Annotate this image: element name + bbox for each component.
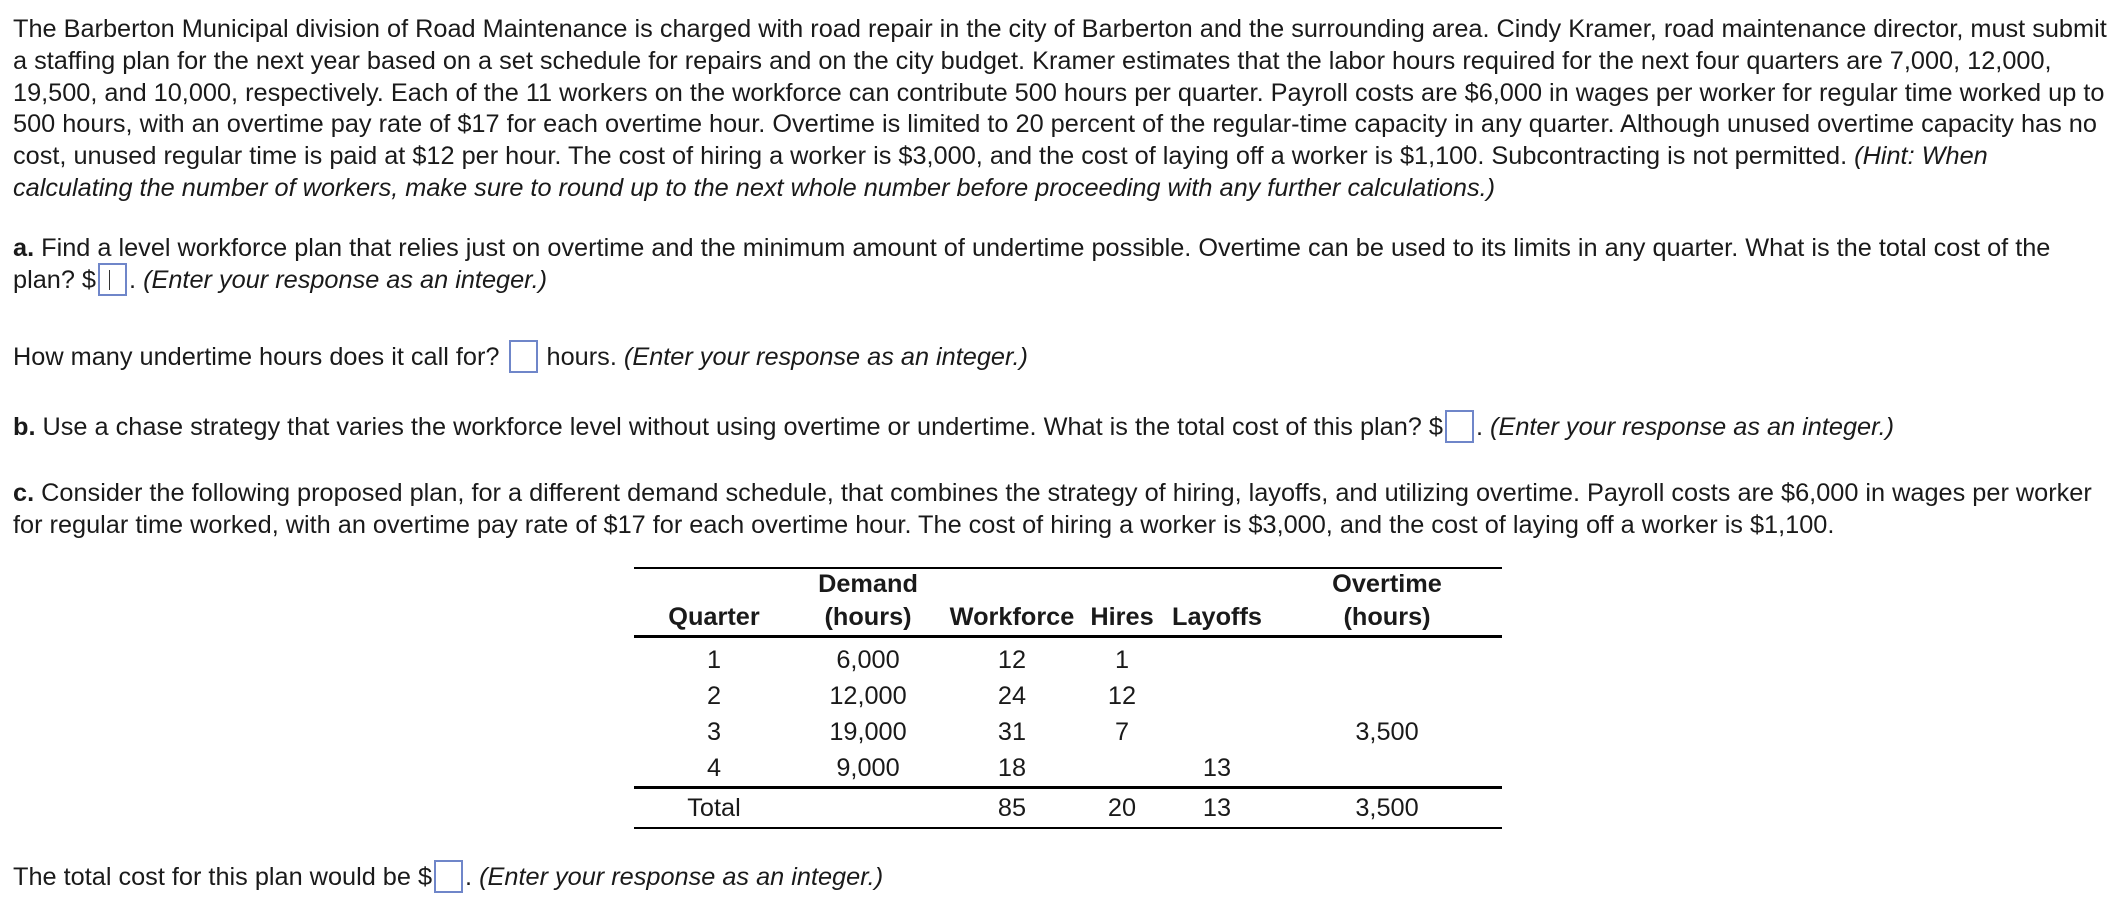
cell-hires: 12 [1107,681,1137,710]
part-a-period: . [129,265,137,294]
cell-demand: 9,000 [836,753,900,782]
total-workforce: 85 [942,788,1082,829]
cell-workforce: 18 [997,753,1027,782]
final-question [13,862,2113,895]
part-c-question [13,478,2113,542]
table-total-row [634,788,1502,829]
cell-layoffs [1162,637,1272,679]
header-demand-top: Demand [794,568,942,602]
intro-hint: (Hint: When calculating the number of workers, make sure to round up to the next whole number before proceeding with any further calculations.) [13,142,1988,202]
cell-quarter: 2 [706,681,722,710]
final-total-cost-input[interactable] [434,860,463,893]
cell-layoffs [1162,678,1272,714]
part-a-undertime-question [13,342,2113,375]
cell-demand: 19,000 [829,717,907,746]
cell-demand: 12,000 [829,681,907,710]
cell-quarter: 3 [706,717,722,746]
part-a-text: Find a level workforce plan that relies just on overtime and the minimum amount of undertime possible. Overtime can be used to its limits in any quarter. What is the total cost of the plan? $ [13,234,2051,294]
final-period: . [465,863,473,892]
header-quarter: Quarter [634,602,794,637]
cell-layoffs: 13 [1202,753,1232,782]
part-a-instruction: (Enter your response as an integer.) [143,265,548,294]
cell-overtime: 3,500 [1355,717,1419,746]
total-layoffs: 13 [1162,788,1272,829]
table-row [634,678,1502,714]
final-instruction: (Enter your response as an integer.) [479,863,884,892]
cell-quarter: 4 [706,753,722,782]
header-layoffs: Layoffs [1162,602,1272,637]
part-b-question [13,412,2113,445]
cell-workforce: 31 [997,717,1027,746]
part-a-total-cost-input[interactable] [98,263,127,296]
part-b-text: Use a chase strategy that varies the workforce level without using overtime or undertime. What is the total cost of this plan? $ [42,413,1443,442]
final-text: The total cost for this plan would be $ [13,863,433,892]
undertime-instruction: (Enter your response as an integer.) [623,343,1028,372]
part-c-text: Consider the following proposed plan, for a different demand schedule, that combines the strategy of hiring, layoffs, and utilizing overtime. Payroll costs are $6,000 in wages per worker for regular time worked, with an overtime pay rate of $17 for each overtime hour. The cost of hiring a worker is $3,000, and the cost of laying off a worker is $1,100. [13,479,2092,539]
intro-text: The Barberton Municipal division of Road Maintenance is charged with road repair in the city of Barberton and the surrounding area. Cindy Kramer, road maintenance director, must submit a staffing plan for the next year based on a set schedule for repairs and on the city budget. Kramer estimates that the labor hours required for the next four quarters are 7,000, 12,000, 19,500, and 10,000, respectively. Each of the 11 workers on the workforce can contribute 500 hours per quarter. Payroll costs are $6,000 in wages per worker for regular time worked up to 500 hours, with an overtime pay rate of $17 for each overtime hour. Overtime is limited to 20 percent of the regular-time capacity in any quarter. Although unused overtime capacity has no cost, unused regular time is paid at $12 per hour. The cost of hiring a worker is $3,000, and the cost of laying off a worker is $1,100. Subcontracting is not permitted. [13,15,2107,171]
part-b-instruction: (Enter your response as an integer.) [1490,413,1895,442]
table-row [634,750,1502,788]
part-b-label: b. [13,413,36,442]
header-workforce: Workforce [942,602,1082,637]
undertime-unit: hours. [546,343,617,372]
total-hires: 20 [1082,788,1162,829]
part-b-total-cost-input[interactable] [1445,410,1474,443]
header-overtime-top: Overtime [1272,568,1502,602]
header-demand-bottom: (hours) [794,602,942,637]
header-overtime-bottom: (hours) [1272,602,1502,637]
problem-statement [13,14,2113,205]
table-row [634,714,1502,750]
staffing-plan-table [634,567,1502,829]
undertime-question-text: How many undertime hours does it call for? [13,343,500,372]
part-a-question [13,233,2113,298]
total-overtime: 3,500 [1272,788,1502,829]
undertime-hours-input[interactable] [509,340,538,373]
cell-overtime [1272,637,1502,679]
cell-demand: 6,000 [836,645,900,674]
cell-quarter: 1 [706,645,722,674]
cell-hires [1082,750,1162,788]
part-c-label: c. [13,479,35,507]
cell-layoffs [1162,714,1272,750]
table-row [634,637,1502,679]
cell-overtime [1272,750,1502,788]
part-b-period: . [1475,413,1483,442]
cell-workforce: 24 [997,681,1027,710]
cell-overtime [1272,678,1502,714]
cell-workforce: 12 [997,645,1027,674]
part-a-label: a. [13,234,35,262]
total-label: Total [634,788,794,829]
header-hires: Hires [1082,602,1162,637]
cell-hires: 7 [1114,717,1130,746]
cell-hires: 1 [1114,645,1130,674]
total-demand [794,788,942,829]
